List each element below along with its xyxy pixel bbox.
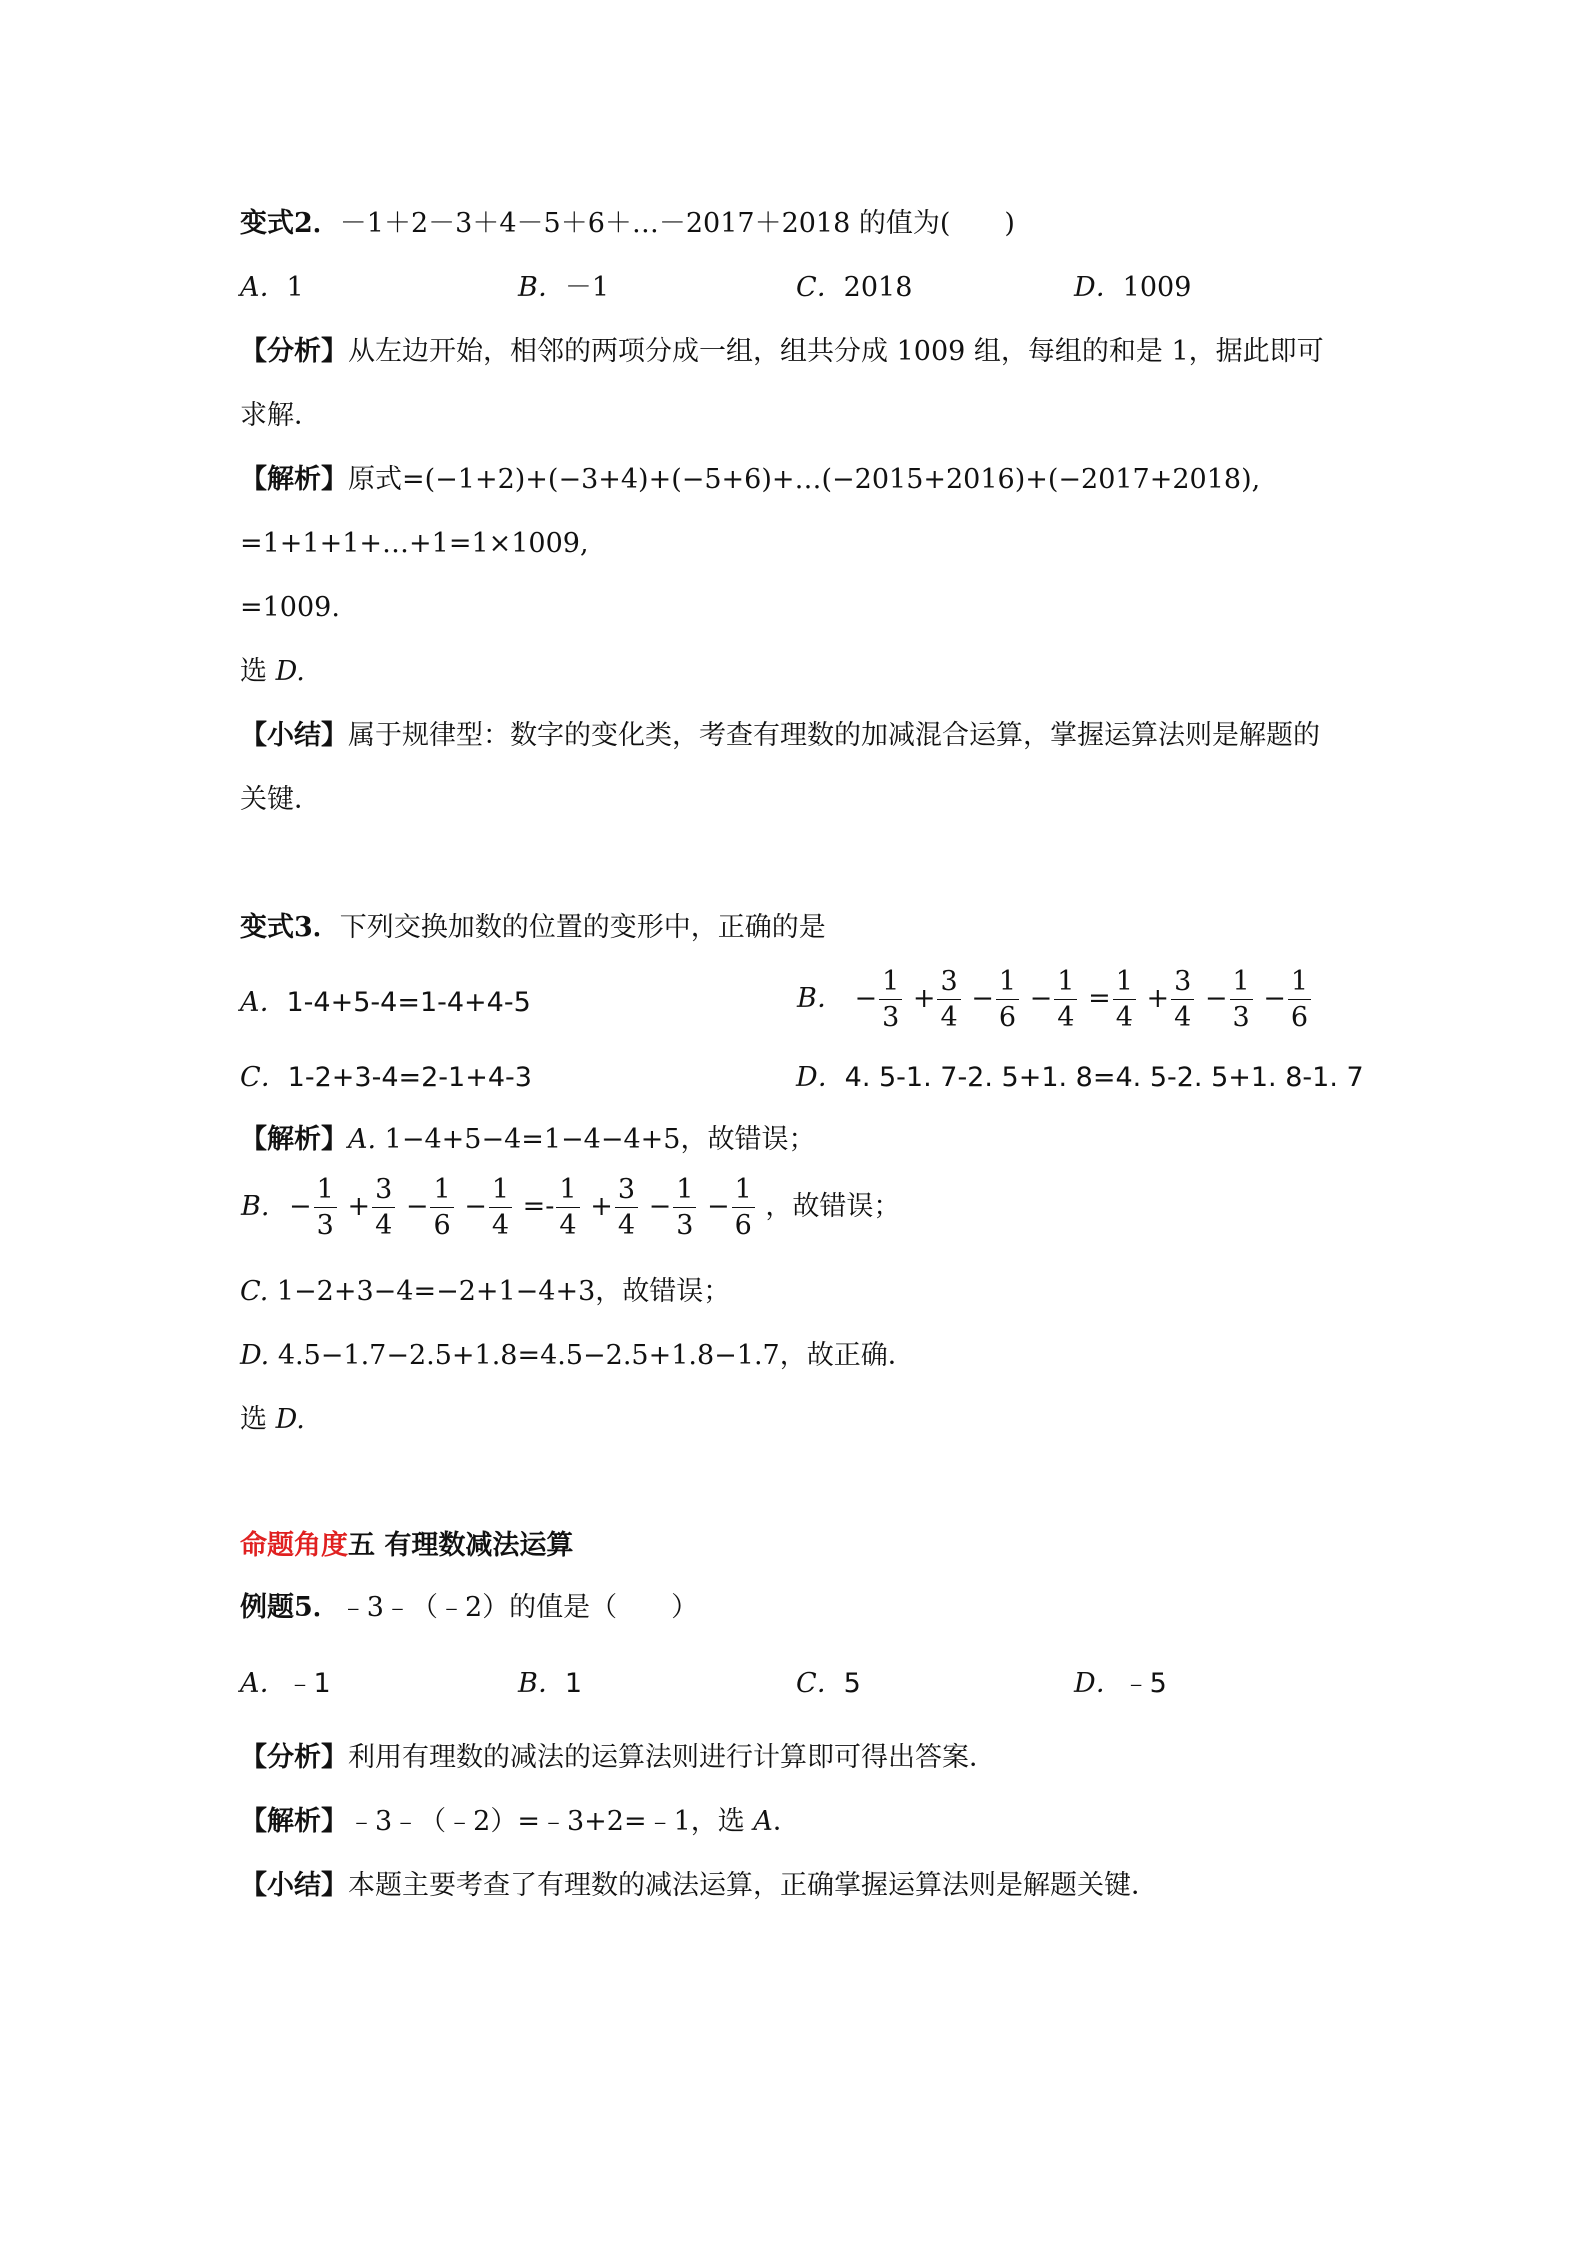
q2-solution-step2: =1+1+1+…+1=1×1009, [240,528,589,559]
q2-option-b: B．－1 [518,272,610,303]
q2-summary: 【小结】属于规律型：数字的变化类，考查有理数的加减混合运算，掌握运算法则是解题的 [240,720,1320,751]
q2-option-c: C．2018 [796,272,913,303]
q3-option-c: C．1-2+3-4=2-1+4-3 [240,1062,532,1093]
q3-solution-d: D. 4.5−1.7−2.5+1.8=4.5−2.5+1.8−1.7，故正确． [240,1340,915,1371]
q3-title: 变式3． [240,912,340,943]
q2-stem [240,208,1015,240]
q3-solution-c: C. 1−2+3−4=−2+1−4+3，故错误； [240,1276,731,1307]
ex5-option-a: A．﹣1 [240,1668,331,1699]
q2-summary-cont: 关键． [240,784,321,815]
q3-text: 下列交换加数的位置的变形中，正确的是 [339,912,826,943]
q2-analysis: 【分析】从左边开始，相邻的两项分成一组，组共分成 1009 组，每组的和是 1，据此即可 [240,336,1324,367]
summary-tag: 【小结】 [240,720,348,751]
q2-choice: 选 D. [240,656,305,687]
q2-option-a: A．1 [240,272,304,303]
q2-title: 变式2． [240,208,340,239]
solution-tag: 【解析】 [240,1806,348,1837]
q3-option-d: D．4. 5-1. 7-2. 5+1. 8=4. 5-2. 5+1. 8-1. 7 [796,1062,1364,1093]
q2-solution-step3: =1009. [240,592,340,623]
solution-tag: 【解析】 [240,1124,348,1155]
section-heading-red: 命题角度 [240,1530,348,1561]
q3-option-b: B． − $\frac{1}{3}$ + $\frac{3}{4}$ − $\frac{1}{6}$ − $\frac{1}{4}$ = $\frac{1}{4}$ + $\frac{3}{4}$ − $\frac{1}{3}$ − $\frac{1}{6}$ [796,968,1312,1031]
ex5-text: ﹣3﹣（﹣2）的值是（ ） [339,1592,699,1623]
q2-text: －1＋2－3＋4－5＋6＋…－2017＋2018 的值为( ) [339,208,1015,239]
ex5-option-c: C．5 [796,1668,861,1699]
ex5-stem [240,1592,698,1624]
section-heading-title: 五 有理数减法运算 [348,1530,574,1561]
solution-tag: 【解析】 [240,464,348,495]
ex5-analysis: 【分析】利用有理数的减法的运算法则进行计算即可得出答案． [240,1742,996,1773]
analysis-tag: 【分析】 [240,1742,348,1773]
ex5-option-b: B．1 [518,1668,583,1699]
ex5-option-d: D．﹣5 [1074,1668,1167,1699]
ex5-title: 例题5． [240,1592,340,1623]
ex5-solution: 【解析】﹣3﹣（﹣2）=﹣3+2=﹣1，选 A． [240,1806,800,1837]
q3-option-a: A．1-4+5-4=1-4+4-5 [240,987,531,1018]
q2-solution: 【解析】原式=(−1+2)+(−3+4)+(−5+6)+…(−2015+2016)+(−2017+2018), [240,464,1261,495]
summary-tag: 【小结】 [240,1870,348,1901]
q3-stem [240,912,826,944]
section-heading [240,1530,573,1562]
q2-option-d: D．1009 [1074,272,1192,303]
ex5-summary: 【小结】本题主要考查了有理数的减法运算，正确掌握运算法则是解题关键． [240,1870,1158,1901]
q3-solution-b: B. − $\frac{1}{3}$ + $\frac{3}{4}$ − $\frac{1}{6}$ − $\frac{1}{4}$ =- $\frac{1}{4}$ + $\frac{3}{4}$ − $\frac{1}{3}$ − $\frac{1}{6}$ ，故错误； [241,1174,901,1241]
analysis-tag: 【分析】 [240,336,348,367]
q3-choice: 选 D. [240,1404,305,1435]
q3-solution-a: 【解析】A. 1−4+5−4=1−4−4+5，故错误； [240,1124,816,1155]
q2-analysis-cont: 求解． [240,400,321,431]
